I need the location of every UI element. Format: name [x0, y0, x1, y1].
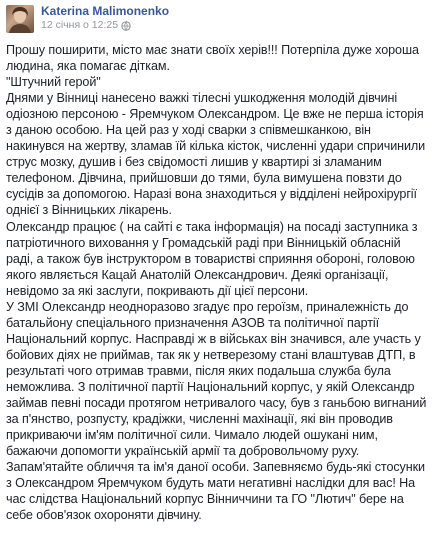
- post-text-line: одіозною персоною - Яремчуком Олександром. Це вже не перша історія: [6, 107, 424, 122]
- post-text-line: займав певні посади протягом нетривалого часу, був з ганьбою вигнаний: [6, 396, 427, 411]
- post-text-line: раді, а також був інструктором в товаристві сприяння обороні, головою: [6, 251, 415, 266]
- post-text-line: накинувся на жертву, зламав їй кілька кісток, численні удари спричинили: [6, 139, 426, 154]
- post-text-line: Прошу поширити, місто має знати своїх херів!!! Потерпіла дуже хороша: [6, 43, 419, 57]
- post-text-line: "Штучний герой": [6, 75, 101, 90]
- post-text-line: час слідства Національний корпус Вінниччини та ГО "Лютич" бере на: [6, 492, 404, 507]
- globe-icon[interactable]: [121, 21, 131, 31]
- post-text-line: струс мозку, душив і без свідомості лишив у квартирі зі зламаним: [6, 155, 382, 170]
- post-timestamp[interactable]: 12 січня о 12:25: [41, 19, 119, 31]
- post-text-line: Днями у Вінниці нанесено важкі тілесні ушкодження молодій дівчині: [6, 91, 398, 106]
- post-text-line: за п'янство, розпусту, крадіжки, численні махінації, які він проводив: [6, 412, 393, 427]
- post-text-line: телефоном. Дівчина, прийшовши до тями, була вимушена повзти до: [6, 171, 402, 186]
- post-text-line: невідомо за які заслуги, покривають дії цієї персони.: [6, 283, 309, 298]
- post-text-line: бойових діях не приймав, так як у нетверезому стані влаштував ДТП, в: [6, 347, 416, 362]
- post-body-text: [6, 42, 444, 523]
- post-text-line: У ЗМІ Олександр неодноразово згадує про героїзм, приналежність до: [6, 299, 409, 314]
- post-meta: [41, 4, 169, 32]
- avatar-portrait-icon: [6, 5, 34, 33]
- post-text-line: себе обов'язок охороняти дівчину.: [6, 508, 202, 523]
- post-header: [6, 4, 444, 38]
- post-text-line: неможлива. З політичної партії Національний корпус, у якій Олександр: [6, 379, 415, 394]
- post-text-line: патріотичного виховання у Громадській раді при Вінницькій обласній: [6, 235, 401, 250]
- post-text-line: з даною особою. На цей раз у ході сварки з співмешканкою, він: [6, 123, 371, 138]
- post-text-line: Запам'ятайте обличчя та ім'я даної особи. Запевняємо будь-які стосунки: [6, 460, 425, 475]
- post-text-line: якого являється Кацай Анатолій Олександрович. Деякі організації,: [6, 267, 389, 282]
- avatar[interactable]: [6, 5, 34, 33]
- post-text-line: батальйону спеціального призначення АЗОВ та політичної партії: [6, 315, 379, 330]
- post-text-line: однієї з Вінницьких лікарень.: [6, 203, 172, 218]
- post-text-line: Національний корпус. Насправді ж в військах він значився, але участь у: [6, 331, 421, 346]
- post-subline: [41, 19, 169, 32]
- post-text-line: з Олександром Яремчуком будуть мати негативні наслідки для вас! На: [6, 476, 416, 491]
- post-text-line: сусідів за допомогою. Наразі вона знаходиться у відділені нейрохірургії: [6, 187, 417, 202]
- post-text-line: результаті чого отримав травми, після яких подальша служба була: [6, 363, 391, 378]
- post-text-line: людина, яка помагає діткам.: [6, 59, 170, 74]
- post-text-line: прикриваючи ім'ям політичної сили. Чимало людей ошукані ним,: [6, 428, 378, 443]
- post-text-line: Олександр працює ( на сайті є така інформація) на посаді заступника з: [6, 219, 418, 234]
- author-name-link[interactable]: Katerina Malimonenko: [41, 4, 170, 18]
- post-text-line: бажаючи допомогти українській армії та добровольчому руху.: [6, 444, 360, 459]
